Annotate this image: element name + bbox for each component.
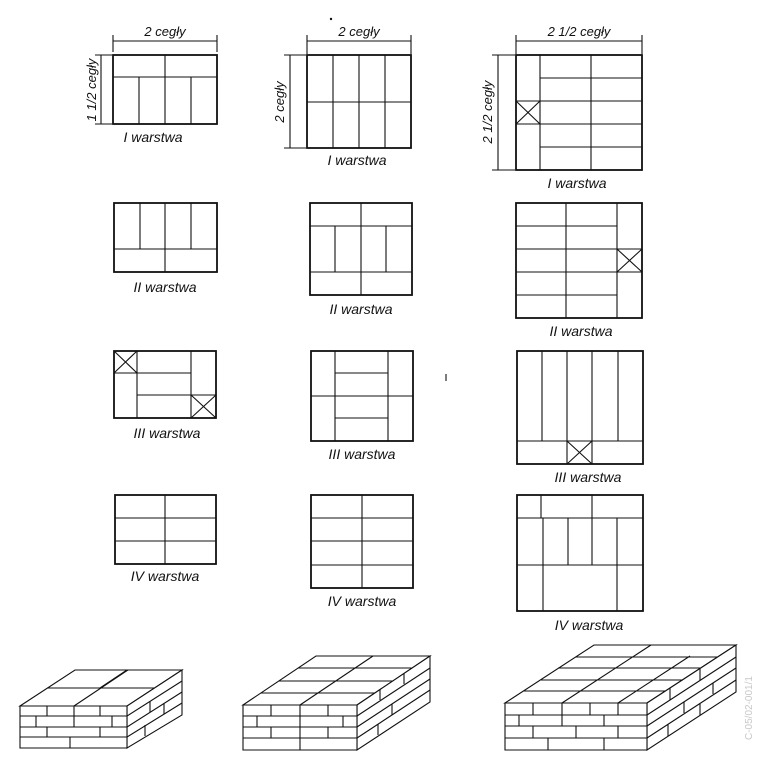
half-brick-cross (567, 441, 592, 464)
dimension-label: 2 1/2 cegły (480, 80, 495, 144)
pillar-2.5x2.5-column (480, 24, 643, 633)
pillar-2x2-column (272, 24, 413, 609)
isometric-pillar-2.5x2.5 (505, 645, 736, 750)
half-brick-cross (114, 351, 137, 373)
half-brick-cross (191, 395, 216, 418)
dimension-label: 2 cegły (144, 24, 186, 39)
layer-label: I warstwa (547, 175, 607, 191)
isometric-pillar-2x2 (243, 656, 430, 750)
layer-1-plan (113, 55, 217, 145)
layer-1-plan (307, 55, 411, 168)
dimension-label: 2 1/2 cegły (547, 24, 611, 39)
dimension-label: 2 cegły (338, 24, 380, 39)
layer-2-plan (516, 203, 642, 339)
layer-3-plan (517, 351, 643, 485)
layer-2-plan (114, 203, 217, 295)
layer-label: I warstwa (123, 129, 183, 145)
side-reference-code: C-05/02-001/1 (744, 676, 755, 740)
layer-label: I warstwa (327, 152, 387, 168)
layer-1-plan (516, 55, 642, 191)
dimension-width-2-bricks (307, 24, 411, 54)
layer-label: IV warstwa (327, 593, 397, 609)
layer-label: IV warstwa (554, 617, 624, 633)
dimension-width-2-bricks (113, 24, 217, 52)
layer-4-plan (115, 495, 216, 584)
layer-3-plan (114, 351, 216, 441)
layer-label: III warstwa (328, 446, 396, 462)
dimension-label: 2 cegły (272, 81, 287, 123)
pillar-2x1.5-column (84, 24, 217, 584)
layer-3-plan (311, 351, 413, 462)
half-brick-cross (516, 101, 540, 124)
layer-label: II warstwa (133, 279, 197, 295)
stray-dot (330, 18, 332, 20)
dimension-width-2.5-bricks (516, 24, 642, 54)
layer-2-plan (310, 203, 412, 317)
layer-label: III warstwa (554, 469, 622, 485)
layer-4-plan (311, 495, 413, 609)
dimension-depth-2.5-bricks (480, 55, 515, 170)
dimension-depth-1.5-bricks (84, 55, 112, 124)
layer-4-plan (517, 495, 643, 633)
half-brick-cross (617, 249, 642, 272)
layer-label: III warstwa (133, 425, 201, 441)
layer-label: II warstwa (549, 323, 613, 339)
dimension-depth-2-bricks (272, 55, 306, 148)
dimension-label: 1 1/2 cegły (84, 58, 99, 122)
isometric-pillar-2x1.5 (20, 670, 182, 748)
layer-label: II warstwa (329, 301, 393, 317)
layer-label: IV warstwa (130, 568, 200, 584)
